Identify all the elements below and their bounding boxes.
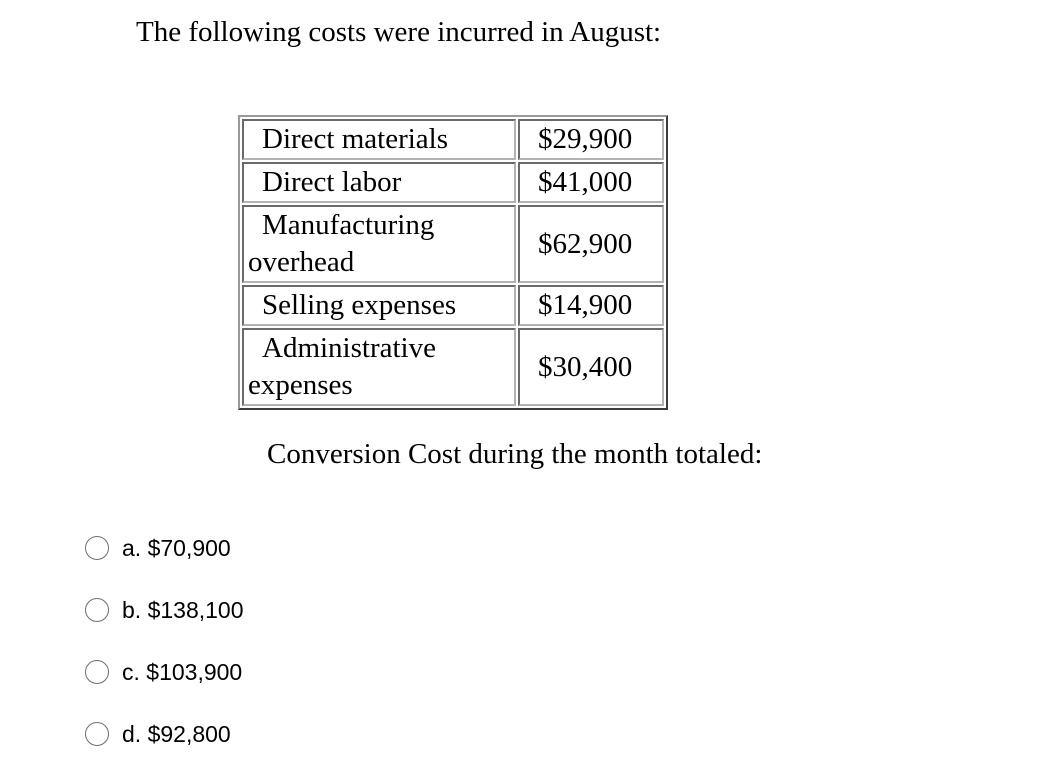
cost-table <box>238 115 668 410</box>
table-row <box>242 285 664 326</box>
cost-amount: $29,900 <box>518 119 664 160</box>
option-value: $103,900 <box>146 659 243 685</box>
table-row <box>242 162 664 203</box>
cost-amount: $14,900 <box>518 285 664 326</box>
table-row <box>242 328 664 406</box>
option-label <box>122 592 244 628</box>
radio-button[interactable] <box>85 536 109 560</box>
option-label <box>122 716 231 752</box>
cost-amount: $30,400 <box>518 328 664 406</box>
option-value: $70,900 <box>147 535 231 561</box>
option-letter: a. <box>122 535 142 561</box>
question-text: Conversion Cost during the month totaled: <box>267 438 763 470</box>
option-label <box>122 530 231 566</box>
question-intro: The following costs were incurred in August: <box>136 16 662 48</box>
option-value: $92,800 <box>147 721 231 747</box>
answer-option-c[interactable] <box>85 654 244 690</box>
cost-label: Direct materials <box>242 119 516 160</box>
answer-options <box>85 530 244 764</box>
cost-label: Administrative expenses <box>242 328 516 406</box>
option-letter: c. <box>122 659 140 685</box>
answer-option-a[interactable] <box>85 530 244 566</box>
radio-button[interactable] <box>85 722 109 746</box>
cost-label: Selling expenses <box>242 285 516 326</box>
cost-label: Direct labor <box>242 162 516 203</box>
radio-button[interactable] <box>85 660 109 684</box>
answer-option-d[interactable] <box>85 716 244 752</box>
cost-amount: $41,000 <box>518 162 664 203</box>
option-letter: d. <box>122 721 142 747</box>
table-row <box>242 205 664 283</box>
option-label <box>122 654 242 690</box>
option-value: $138,100 <box>147 597 244 623</box>
cost-label: Manufacturing overhead <box>242 205 516 283</box>
option-letter: b. <box>122 597 142 623</box>
answer-option-b[interactable] <box>85 592 244 628</box>
cost-amount: $62,900 <box>518 205 664 283</box>
table-row <box>242 119 664 160</box>
radio-button[interactable] <box>85 598 109 622</box>
